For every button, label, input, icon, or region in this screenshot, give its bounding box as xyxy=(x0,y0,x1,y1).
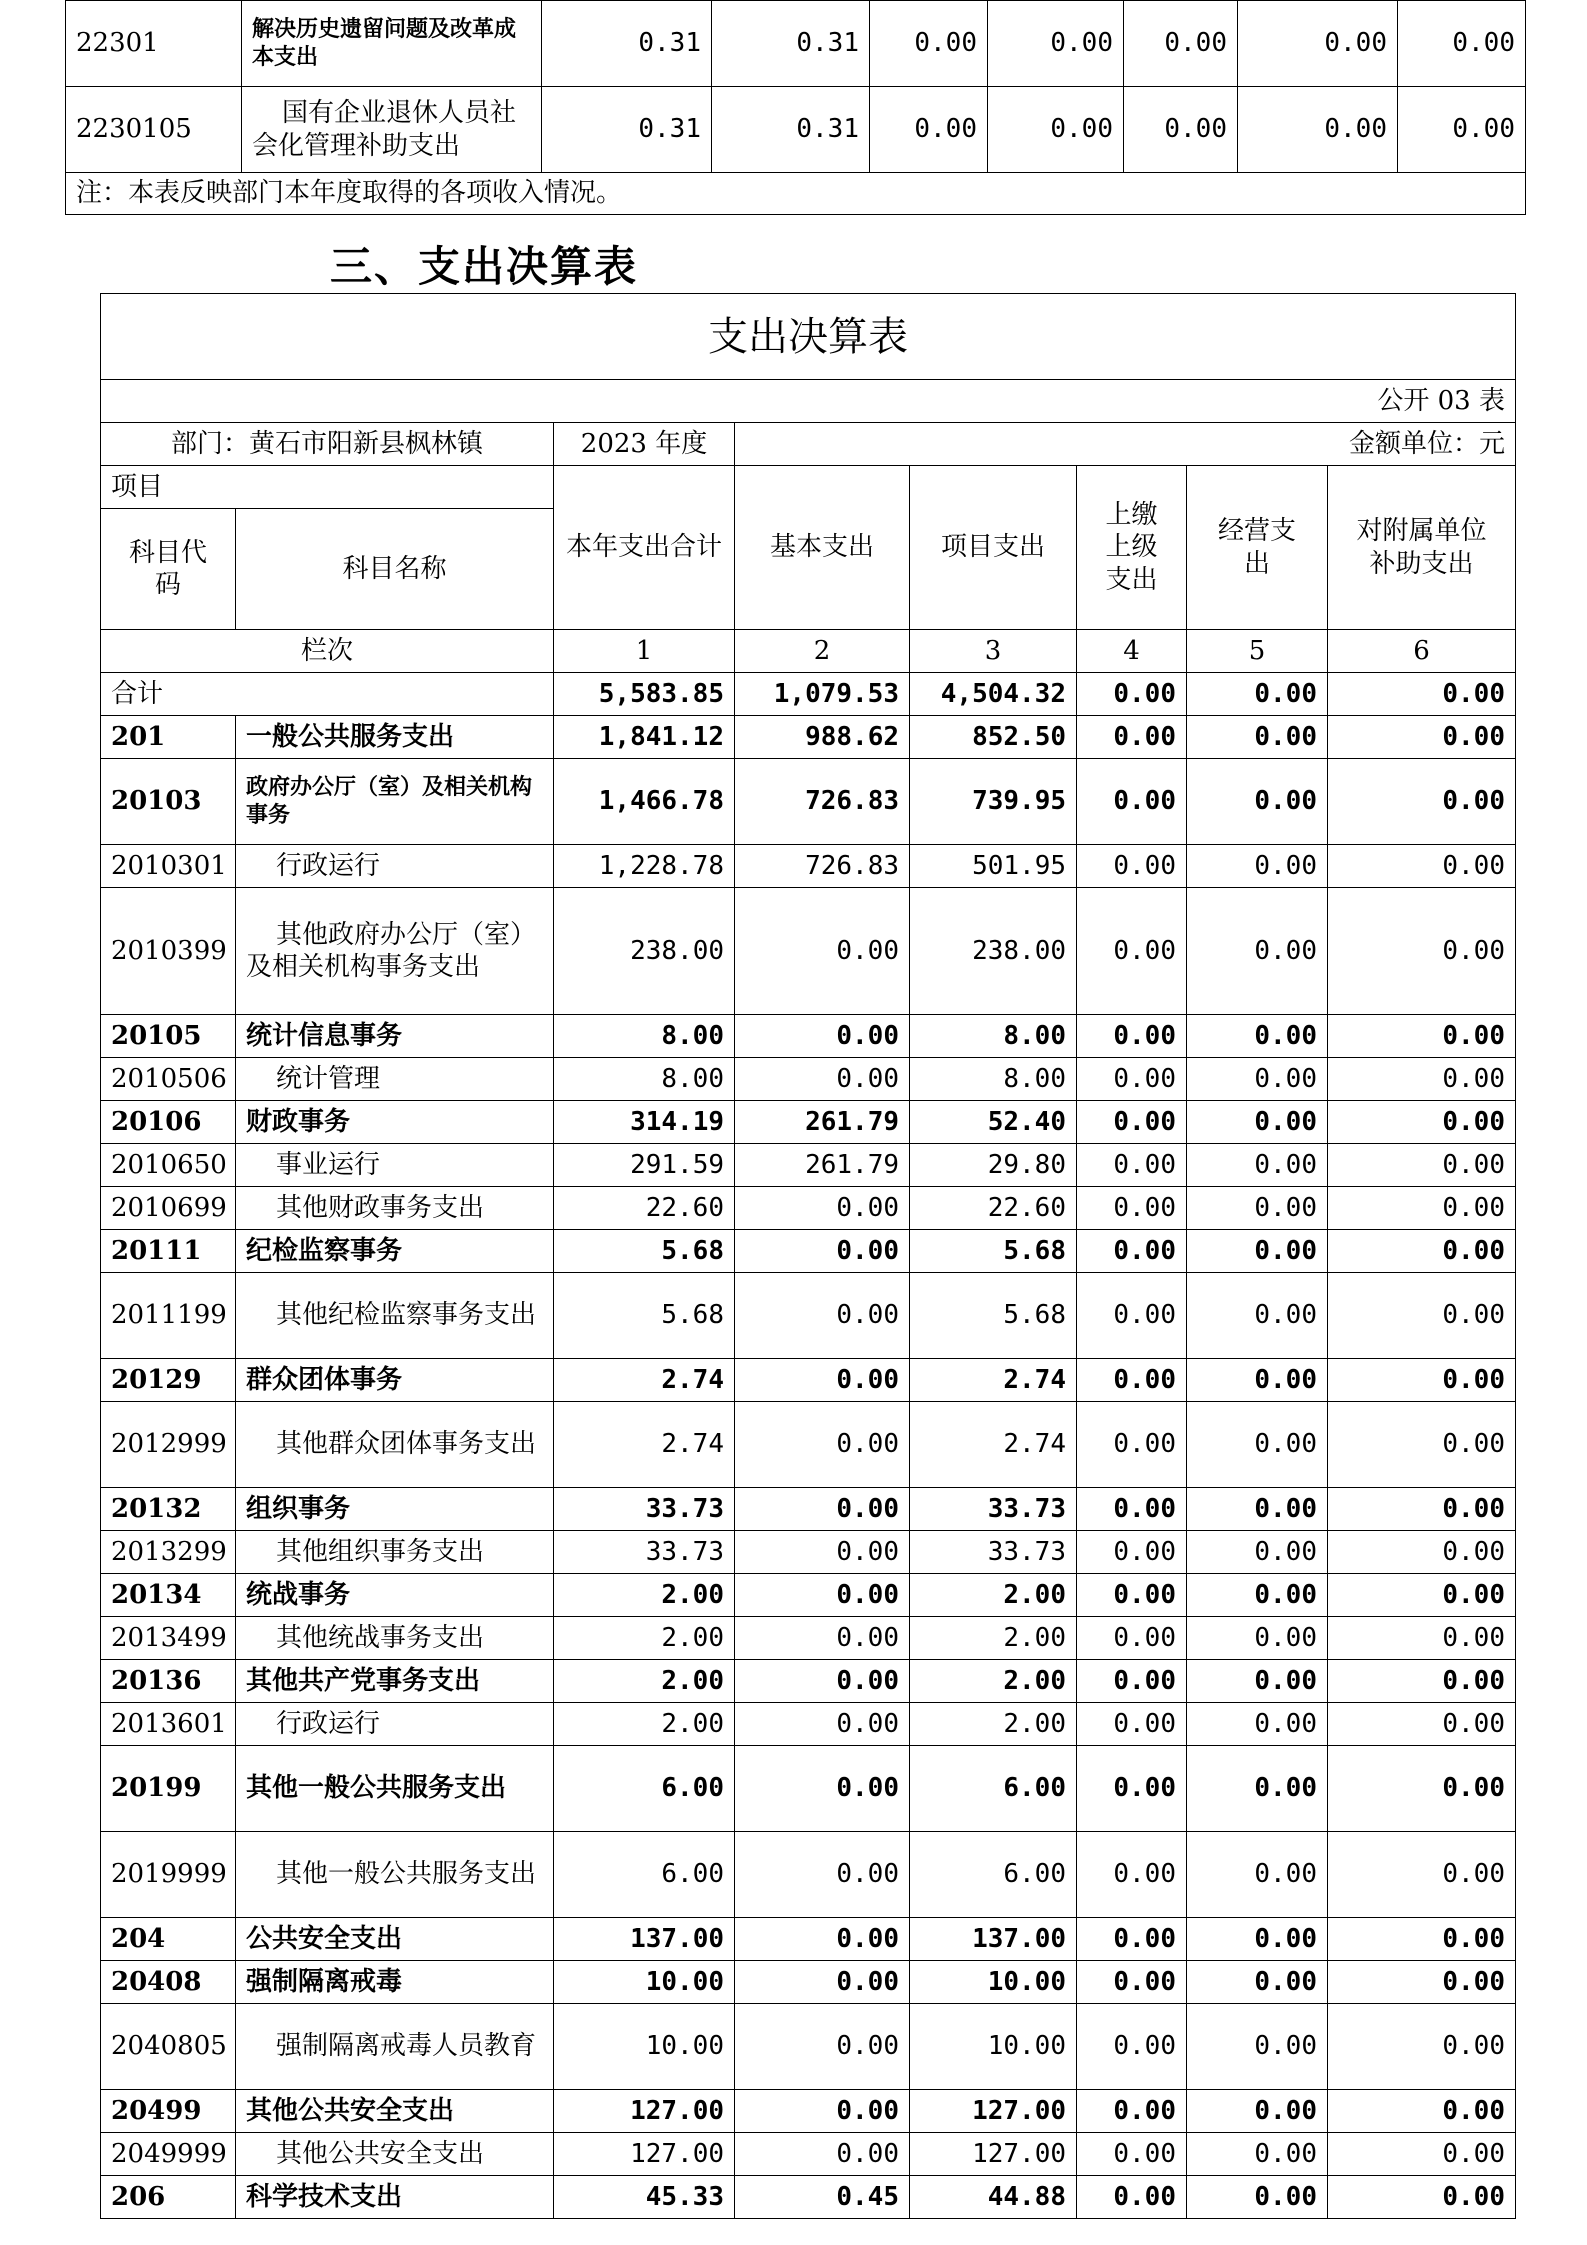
amount-cell: 2.00 xyxy=(554,1703,735,1746)
subject-name: 其他一般公共服务支出 xyxy=(236,1746,554,1832)
subject-code: 2019999 xyxy=(101,1832,236,1918)
amount-cell: 0.00 xyxy=(1077,2004,1187,2090)
amount-cell: 0.00 xyxy=(1077,2133,1187,2176)
expenditure-table xyxy=(100,293,1516,2219)
amount-cell: 0.00 xyxy=(1328,1230,1516,1273)
amount-cell: 0.31 xyxy=(712,1,870,87)
amount-cell: 0.31 xyxy=(712,87,870,173)
amount-cell: 0.00 xyxy=(1328,1703,1516,1746)
amount-cell: 0.00 xyxy=(735,1574,910,1617)
amount-cell: 0.00 xyxy=(1077,1617,1187,1660)
subject-code: 20499 xyxy=(101,2090,236,2133)
amount-cell: 0.00 xyxy=(735,1660,910,1703)
amount-cell: 0.00 xyxy=(1077,1101,1187,1144)
col-header-basic: 基本支出 xyxy=(735,466,910,630)
amount-cell: 0.00 xyxy=(1124,1,1238,87)
amount-cell: 0.00 xyxy=(1187,1230,1328,1273)
subject-code: 20129 xyxy=(101,1359,236,1402)
amount-cell: 6.00 xyxy=(910,1832,1077,1918)
amount-cell: 0.00 xyxy=(1328,1359,1516,1402)
subject-code: 2010399 xyxy=(101,888,236,1015)
subject-code: 2013499 xyxy=(101,1617,236,1660)
col-header-total: 本年支出合计 xyxy=(554,466,735,630)
amount-cell: 0.00 xyxy=(1077,2176,1187,2219)
amount-cell: 127.00 xyxy=(554,2133,735,2176)
total-value: 0.00 xyxy=(1077,673,1187,716)
amount-cell: 0.00 xyxy=(735,2090,910,2133)
fiscal-year: 2023 年度 xyxy=(554,423,735,466)
table-row xyxy=(101,1574,1516,1617)
subject-code: 20106 xyxy=(101,1101,236,1144)
amount-cell: 0.00 xyxy=(1077,1961,1187,2004)
amount-cell: 33.73 xyxy=(554,1531,735,1574)
amount-cell: 0.00 xyxy=(988,1,1124,87)
subject-name: 其他公共安全支出 xyxy=(236,2090,554,2133)
amount-cell: 10.00 xyxy=(910,2004,1077,2090)
department-label: 部门：黄石市阳新县枫林镇 xyxy=(101,423,554,466)
code-header: 科目代码 xyxy=(101,509,236,630)
amount-cell: 0.00 xyxy=(1328,1144,1516,1187)
amount-cell: 0.31 xyxy=(542,1,712,87)
table-row xyxy=(66,87,1526,173)
table-row xyxy=(101,1402,1516,1488)
amount-cell: 0.00 xyxy=(1328,716,1516,759)
table-row xyxy=(101,888,1516,1015)
subject-code: 2011199 xyxy=(101,1273,236,1359)
table-row xyxy=(101,2176,1516,2219)
amount-cell: 0.00 xyxy=(1187,1574,1328,1617)
amount-cell: 0.00 xyxy=(1328,2133,1516,2176)
total-row xyxy=(101,673,1516,716)
table-row xyxy=(101,1961,1516,2004)
amount-cell: 0.00 xyxy=(1328,1187,1516,1230)
item-header: 项目 xyxy=(101,466,554,509)
amount-cell: 5.68 xyxy=(554,1230,735,1273)
subject-name: 纪检监察事务 xyxy=(236,1230,554,1273)
amount-cell: 0.00 xyxy=(735,1015,910,1058)
amount-cell: 0.00 xyxy=(1187,716,1328,759)
amount-cell: 0.00 xyxy=(1328,1617,1516,1660)
amount-cell: 10.00 xyxy=(554,2004,735,2090)
amount-cell: 0.00 xyxy=(1077,1273,1187,1359)
amount-cell: 0.00 xyxy=(1077,845,1187,888)
amount-cell: 0.00 xyxy=(1187,1101,1328,1144)
subject-name: 其他公共安全支出 xyxy=(236,2133,554,2176)
amount-cell: 501.95 xyxy=(910,845,1077,888)
amount-cell: 0.00 xyxy=(1328,1402,1516,1488)
table-row xyxy=(101,1101,1516,1144)
table-row xyxy=(101,1359,1516,1402)
amount-cell: 0.00 xyxy=(1187,1961,1328,2004)
subject-name: 科学技术支出 xyxy=(236,2176,554,2219)
amount-cell: 291.59 xyxy=(554,1144,735,1187)
amount-cell: 2.00 xyxy=(554,1617,735,1660)
amount-cell: 10.00 xyxy=(554,1961,735,2004)
amount-cell: 0.00 xyxy=(735,1273,910,1359)
amount-cell: 0.00 xyxy=(1077,1230,1187,1273)
amount-cell: 0.00 xyxy=(1328,2090,1516,2133)
total-label: 合计 xyxy=(101,673,554,716)
form-number: 公开 03 表 xyxy=(101,380,1516,423)
amount-cell: 8.00 xyxy=(910,1015,1077,1058)
amount-cell: 0.00 xyxy=(1187,2090,1328,2133)
subject-code: 2010699 xyxy=(101,1187,236,1230)
total-value: 0.00 xyxy=(1187,673,1328,716)
amount-cell: 0.00 xyxy=(1328,1746,1516,1832)
amount-cell: 0.00 xyxy=(1328,1961,1516,2004)
amount-cell: 0.00 xyxy=(1328,1832,1516,1918)
amount-cell: 2.74 xyxy=(910,1359,1077,1402)
table-row xyxy=(101,1746,1516,1832)
subject-code: 20199 xyxy=(101,1746,236,1832)
table-row xyxy=(101,1273,1516,1359)
amount-cell: 0.00 xyxy=(735,1187,910,1230)
subject-name: 其他统战事务支出 xyxy=(236,1617,554,1660)
amount-cell: 0.00 xyxy=(1187,845,1328,888)
subject-name: 其他财政事务支出 xyxy=(236,1187,554,1230)
subject-name: 其他群众团体事务支出 xyxy=(236,1402,554,1488)
amount-cell: 0.00 xyxy=(1328,1574,1516,1617)
amount-cell: 44.88 xyxy=(910,2176,1077,2219)
amount-cell: 0.00 xyxy=(1328,1015,1516,1058)
amount-cell: 0.00 xyxy=(1187,1402,1328,1488)
table-row xyxy=(101,1058,1516,1101)
amount-cell: 314.19 xyxy=(554,1101,735,1144)
amount-cell: 52.40 xyxy=(910,1101,1077,1144)
amount-cell: 0.00 xyxy=(1187,2176,1328,2219)
section-heading: 三、支出决算表 xyxy=(330,242,639,291)
subject-name: 财政事务 xyxy=(236,1101,554,1144)
amount-cell: 0.00 xyxy=(1187,1918,1328,1961)
amount-cell: 0.00 xyxy=(1077,1832,1187,1918)
amount-cell: 0.00 xyxy=(1187,1359,1328,1402)
amount-cell: 5.68 xyxy=(910,1273,1077,1359)
amount-cell: 2.00 xyxy=(910,1574,1077,1617)
table-row xyxy=(101,2004,1516,2090)
subject-code: 2230105 xyxy=(66,87,242,173)
table-row xyxy=(101,759,1516,845)
table-row xyxy=(101,1488,1516,1531)
amount-cell: 0.00 xyxy=(735,1617,910,1660)
amount-cell: 0.00 xyxy=(1077,1746,1187,1832)
subject-name: 强制隔离戒毒 xyxy=(236,1961,554,2004)
amount-cell: 0.00 xyxy=(1187,759,1328,845)
amount-cell: 2.00 xyxy=(910,1703,1077,1746)
amount-cell: 0.00 xyxy=(1187,888,1328,1015)
subject-code: 2049999 xyxy=(101,2133,236,2176)
amount-cell: 127.00 xyxy=(910,2090,1077,2133)
note-row xyxy=(66,173,1526,215)
amount-cell: 137.00 xyxy=(910,1918,1077,1961)
amount-cell: 5.68 xyxy=(554,1273,735,1359)
amount-cell: 0.00 xyxy=(1328,1531,1516,1574)
total-value: 5,583.85 xyxy=(554,673,735,716)
amount-cell: 33.73 xyxy=(910,1531,1077,1574)
amount-cell: 0.00 xyxy=(1077,1187,1187,1230)
amount-cell: 0.00 xyxy=(1328,1273,1516,1359)
amount-cell: 0.00 xyxy=(735,1359,910,1402)
table-row xyxy=(101,716,1516,759)
amount-cell: 0.00 xyxy=(735,1746,910,1832)
amount-cell: 0.00 xyxy=(1187,2004,1328,2090)
amount-cell: 0.00 xyxy=(735,1703,910,1746)
subject-name: 其他纪检监察事务支出 xyxy=(236,1273,554,1359)
amount-cell: 22.60 xyxy=(910,1187,1077,1230)
amount-cell: 0.00 xyxy=(735,1488,910,1531)
col-number: 4 xyxy=(1077,630,1187,673)
amount-cell: 6.00 xyxy=(554,1832,735,1918)
amount-cell: 0.00 xyxy=(1187,1058,1328,1101)
amount-unit: 金额单位：元 xyxy=(735,423,1516,466)
amount-cell: 0.00 xyxy=(1187,1488,1328,1531)
subject-code: 2010301 xyxy=(101,845,236,888)
col-number: 2 xyxy=(735,630,910,673)
amount-cell: 127.00 xyxy=(554,2090,735,2133)
total-value: 0.00 xyxy=(1328,673,1516,716)
subject-code: 20103 xyxy=(101,759,236,845)
table-title: 支出决算表 xyxy=(101,294,1516,380)
amount-cell: 0.00 xyxy=(1077,1703,1187,1746)
amount-cell: 0.00 xyxy=(870,1,988,87)
table-row xyxy=(101,1015,1516,1058)
table-row xyxy=(101,1144,1516,1187)
amount-cell: 8.00 xyxy=(910,1058,1077,1101)
amount-cell: 0.31 xyxy=(542,87,712,173)
amount-cell: 0.00 xyxy=(1328,1660,1516,1703)
amount-cell: 0.00 xyxy=(1238,1,1398,87)
amount-cell: 0.00 xyxy=(1328,759,1516,845)
subject-name: 统计信息事务 xyxy=(236,1015,554,1058)
amount-cell: 0.00 xyxy=(1077,759,1187,845)
subject-name: 其他共产党事务支出 xyxy=(236,1660,554,1703)
amount-cell: 0.00 xyxy=(735,2133,910,2176)
subject-code: 2040805 xyxy=(101,2004,236,2090)
amount-cell: 0.00 xyxy=(1077,1918,1187,1961)
table-row xyxy=(101,2133,1516,2176)
total-value: 4,504.32 xyxy=(910,673,1077,716)
subject-name: 统战事务 xyxy=(236,1574,554,1617)
table-row xyxy=(101,1617,1516,1660)
subject-name: 国有企业退休人员社会化管理补助支出 xyxy=(242,87,542,173)
subject-name: 群众团体事务 xyxy=(236,1359,554,1402)
amount-cell: 238.00 xyxy=(910,888,1077,1015)
amount-cell: 261.79 xyxy=(735,1144,910,1187)
amount-cell: 22.60 xyxy=(554,1187,735,1230)
amount-cell: 0.00 xyxy=(1187,1144,1328,1187)
amount-cell: 0.00 xyxy=(1077,1402,1187,1488)
amount-cell: 5.68 xyxy=(910,1230,1077,1273)
subject-code: 201 xyxy=(101,716,236,759)
amount-cell: 1,466.78 xyxy=(554,759,735,845)
amount-cell: 8.00 xyxy=(554,1015,735,1058)
table-note: 注：本表反映部门本年度取得的各项收入情况。 xyxy=(66,173,1526,215)
amount-cell: 0.00 xyxy=(1187,1531,1328,1574)
amount-cell: 0.00 xyxy=(1077,2090,1187,2133)
amount-cell: 852.50 xyxy=(910,716,1077,759)
subject-name: 公共安全支出 xyxy=(236,1918,554,1961)
table-row xyxy=(66,1,1526,87)
amount-cell: 238.00 xyxy=(554,888,735,1015)
amount-cell: 0.00 xyxy=(1077,1058,1187,1101)
subject-code: 2013299 xyxy=(101,1531,236,1574)
amount-cell: 0.00 xyxy=(735,1402,910,1488)
amount-cell: 0.00 xyxy=(1077,716,1187,759)
subject-code: 206 xyxy=(101,2176,236,2219)
table-row xyxy=(101,1918,1516,1961)
subject-name: 事业运行 xyxy=(236,1144,554,1187)
amount-cell: 2.74 xyxy=(910,1402,1077,1488)
subject-name: 政府办公厅（室）及相关机构事务 xyxy=(236,759,554,845)
subject-name: 组织事务 xyxy=(236,1488,554,1531)
col-header-subsidy: 对附属单位补助支出 xyxy=(1328,466,1516,630)
table-row xyxy=(101,845,1516,888)
amount-cell: 2.00 xyxy=(910,1660,1077,1703)
subject-code: 20408 xyxy=(101,1961,236,2004)
subject-name: 一般公共服务支出 xyxy=(236,716,554,759)
amount-cell: 261.79 xyxy=(735,1101,910,1144)
amount-cell: 0.00 xyxy=(1328,1918,1516,1961)
amount-cell: 0.00 xyxy=(1328,1101,1516,1144)
amount-cell: 2.00 xyxy=(910,1617,1077,1660)
subject-name: 行政运行 xyxy=(236,1703,554,1746)
amount-cell: 2.00 xyxy=(554,1574,735,1617)
amount-cell: 0.45 xyxy=(735,2176,910,2219)
amount-cell: 0.00 xyxy=(1187,1617,1328,1660)
subject-code: 20111 xyxy=(101,1230,236,1273)
amount-cell: 6.00 xyxy=(554,1746,735,1832)
amount-cell: 0.00 xyxy=(1328,888,1516,1015)
amount-cell: 0.00 xyxy=(1328,845,1516,888)
income-table-continued xyxy=(65,0,1526,215)
table-row xyxy=(101,1531,1516,1574)
col-header-business: 经营支出 xyxy=(1187,466,1328,630)
table-row xyxy=(101,1187,1516,1230)
amount-cell: 0.00 xyxy=(988,87,1124,173)
subject-name: 强制隔离戒毒人员教育 xyxy=(236,2004,554,2090)
amount-cell: 0.00 xyxy=(1187,1746,1328,1832)
col-number: 1 xyxy=(554,630,735,673)
amount-cell: 29.80 xyxy=(910,1144,1077,1187)
amount-cell: 0.00 xyxy=(1077,1015,1187,1058)
table-row xyxy=(101,2090,1516,2133)
amount-cell: 739.95 xyxy=(910,759,1077,845)
col-number: 3 xyxy=(910,630,1077,673)
amount-cell: 0.00 xyxy=(735,888,910,1015)
amount-cell: 0.00 xyxy=(1187,1187,1328,1230)
amount-cell: 0.00 xyxy=(1077,1144,1187,1187)
amount-cell: 0.00 xyxy=(1187,2133,1328,2176)
amount-cell: 137.00 xyxy=(554,1918,735,1961)
amount-cell: 6.00 xyxy=(910,1746,1077,1832)
row-index-label: 栏次 xyxy=(101,630,554,673)
amount-cell: 0.00 xyxy=(1238,87,1398,173)
col-header-project: 项目支出 xyxy=(910,466,1077,630)
amount-cell: 0.00 xyxy=(1398,87,1526,173)
table-row xyxy=(101,1832,1516,1918)
subject-code: 20136 xyxy=(101,1660,236,1703)
table-row xyxy=(101,1703,1516,1746)
subject-code: 22301 xyxy=(66,1,242,87)
amount-cell: 33.73 xyxy=(554,1488,735,1531)
amount-cell: 0.00 xyxy=(1077,888,1187,1015)
col-number: 6 xyxy=(1328,630,1516,673)
amount-cell: 0.00 xyxy=(735,1832,910,1918)
amount-cell: 45.33 xyxy=(554,2176,735,2219)
subject-code: 20105 xyxy=(101,1015,236,1058)
amount-cell: 0.00 xyxy=(1328,1488,1516,1531)
amount-cell: 1,841.12 xyxy=(554,716,735,759)
amount-cell: 2.74 xyxy=(554,1402,735,1488)
total-value: 1,079.53 xyxy=(735,673,910,716)
amount-cell: 726.83 xyxy=(735,845,910,888)
col-header-remit: 上缴上级支出 xyxy=(1077,466,1187,630)
subject-name: 统计管理 xyxy=(236,1058,554,1101)
amount-cell: 0.00 xyxy=(1328,1058,1516,1101)
col-number: 5 xyxy=(1187,630,1328,673)
amount-cell: 0.00 xyxy=(1077,1531,1187,1574)
amount-cell: 0.00 xyxy=(1187,1660,1328,1703)
subject-code: 2010506 xyxy=(101,1058,236,1101)
subject-name: 其他一般公共服务支出 xyxy=(236,1832,554,1918)
amount-cell: 0.00 xyxy=(735,1058,910,1101)
amount-cell: 0.00 xyxy=(735,1230,910,1273)
amount-cell: 0.00 xyxy=(1124,87,1238,173)
amount-cell: 988.62 xyxy=(735,716,910,759)
subject-name: 解决历史遗留问题及改革成本支出 xyxy=(242,1,542,87)
amount-cell: 0.00 xyxy=(735,1531,910,1574)
subject-name: 其他组织事务支出 xyxy=(236,1531,554,1574)
amount-cell: 0.00 xyxy=(1077,1660,1187,1703)
amount-cell: 0.00 xyxy=(735,1961,910,2004)
amount-cell: 0.00 xyxy=(1398,1,1526,87)
amount-cell: 0.00 xyxy=(870,87,988,173)
subject-code: 20134 xyxy=(101,1574,236,1617)
amount-cell: 0.00 xyxy=(1077,1488,1187,1531)
name-header: 科目名称 xyxy=(236,509,554,630)
amount-cell: 0.00 xyxy=(735,2004,910,2090)
amount-cell: 33.73 xyxy=(910,1488,1077,1531)
amount-cell: 726.83 xyxy=(735,759,910,845)
amount-cell: 8.00 xyxy=(554,1058,735,1101)
amount-cell: 10.00 xyxy=(910,1961,1077,2004)
amount-cell: 0.00 xyxy=(1187,1832,1328,1918)
subject-code: 2010650 xyxy=(101,1144,236,1187)
amount-cell: 0.00 xyxy=(1187,1273,1328,1359)
amount-cell: 0.00 xyxy=(735,1918,910,1961)
amount-cell: 2.00 xyxy=(554,1660,735,1703)
subject-name: 行政运行 xyxy=(236,845,554,888)
subject-code: 204 xyxy=(101,1918,236,1961)
amount-cell: 0.00 xyxy=(1187,1703,1328,1746)
amount-cell: 0.00 xyxy=(1328,2176,1516,2219)
table-row xyxy=(101,1230,1516,1273)
subject-code: 20132 xyxy=(101,1488,236,1531)
amount-cell: 1,228.78 xyxy=(554,845,735,888)
amount-cell: 2.74 xyxy=(554,1359,735,1402)
amount-cell: 0.00 xyxy=(1077,1359,1187,1402)
amount-cell: 0.00 xyxy=(1328,2004,1516,2090)
subject-code: 2013601 xyxy=(101,1703,236,1746)
amount-cell: 0.00 xyxy=(1187,1015,1328,1058)
amount-cell: 0.00 xyxy=(1077,1574,1187,1617)
table-row xyxy=(101,1660,1516,1703)
subject-name: 其他政府办公厅（室）及相关机构事务支出 xyxy=(236,888,554,1015)
amount-cell: 127.00 xyxy=(910,2133,1077,2176)
subject-code: 2012999 xyxy=(101,1402,236,1488)
